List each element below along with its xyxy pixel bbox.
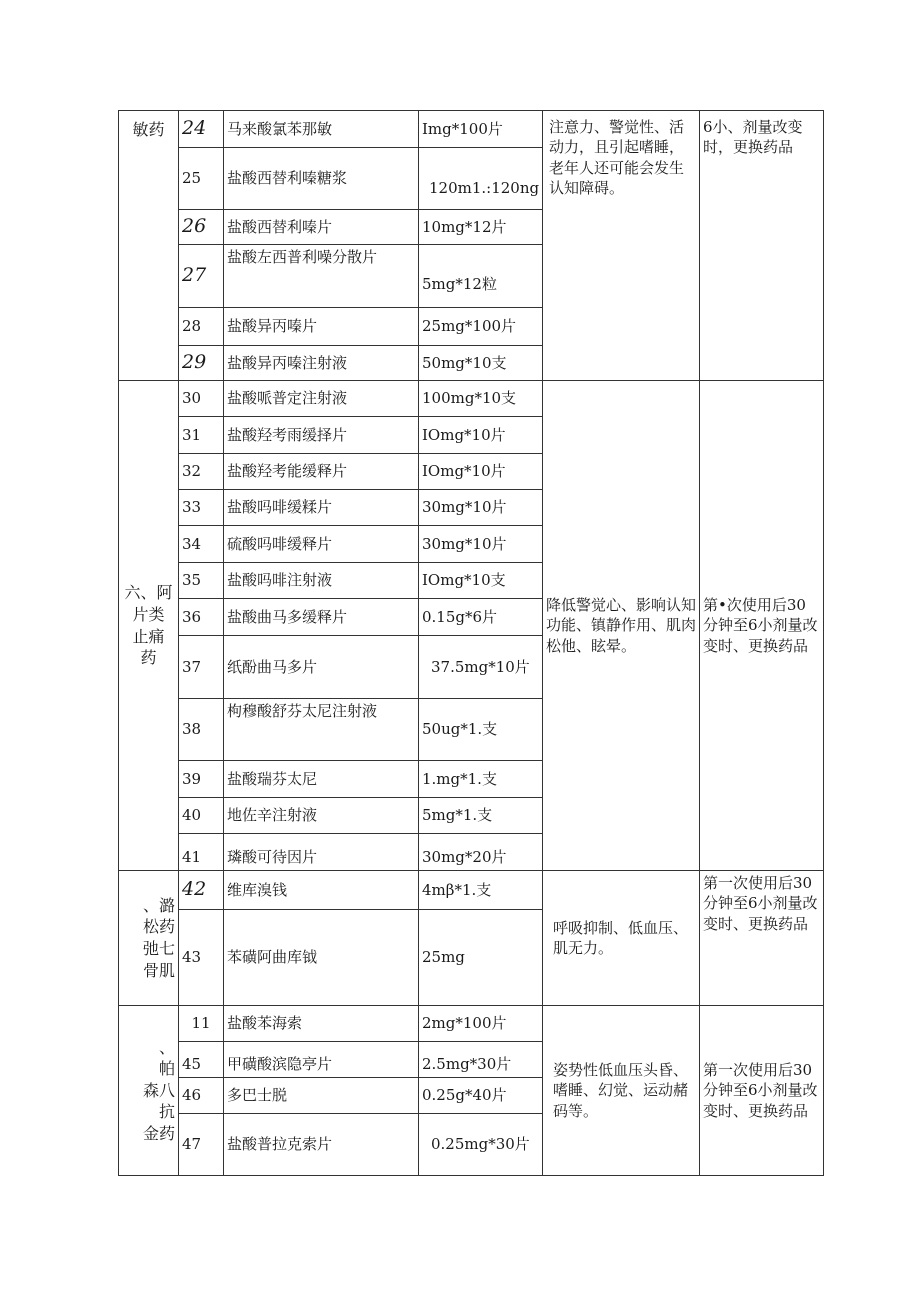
drug-spec: 0.25mg*30片 <box>419 1114 543 1176</box>
drug-name: 苯磺阿曲库钺 <box>224 910 419 1006</box>
drug-spec: 100mg*10支 <box>419 381 543 417</box>
drug-name: 盐酸西替利嗪糖浆 <box>224 148 419 210</box>
drug-spec: 2mg*100片 <box>419 1006 543 1042</box>
drug-spec: IOmg*10支 <box>419 563 543 599</box>
drug-name: 盐酸吗啡缓糅片 <box>224 490 419 526</box>
row-number: 36 <box>179 599 224 636</box>
drug-spec: Img*100片 <box>419 111 543 148</box>
category-label: 六、阿 <box>124 583 173 603</box>
side-effect-cell: 注意力、警觉性、活动力，且引起嗜睡，老年人还可能会发生认知障碍。 <box>543 111 700 381</box>
drug-spec: 10mg*12片 <box>419 210 543 245</box>
drug-spec: 0.15g*6片 <box>419 599 543 636</box>
drug-spec: 30mg*10片 <box>419 526 543 563</box>
drug-name: 盐酸西替利嗪片 <box>224 210 419 245</box>
row-number: 24 <box>179 111 224 148</box>
drug-spec: 0.25g*40片 <box>419 1078 543 1114</box>
category-label: 弛七 <box>142 939 175 958</box>
drug-name: 地佐辛注射液 <box>224 798 419 834</box>
row-number: 29 <box>179 346 224 381</box>
note-cell: 第•次使用后30分钟至6小剂量改变时、更换药品 <box>700 381 824 871</box>
category-label: 、 <box>158 1037 175 1057</box>
drug-spec: 30mg*20片 <box>419 834 543 871</box>
drug-name: 盐酸吗啡注射液 <box>224 563 419 599</box>
table-row <box>119 111 824 148</box>
category-cell <box>119 381 179 871</box>
drug-name: 盐酸左西普利噪分散片 <box>224 245 419 308</box>
drug-name: 盐酸羟考能缓释片 <box>224 454 419 490</box>
row-number: 11 <box>179 1006 224 1042</box>
drug-name: 盐酸普拉克索片 <box>224 1114 419 1176</box>
side-effect-cell: 呼吸抑制、低血压、肌无力。 <box>543 871 700 1006</box>
category-cell <box>119 871 179 1006</box>
drug-spec: 120m1.:120ng <box>419 148 543 210</box>
row-number: 42 <box>179 871 224 910</box>
note-cell: 第一次使用后30分钟至6小剂量改变时、更换药品 <box>700 1006 824 1176</box>
row-number: 34 <box>179 526 224 563</box>
drug-spec: 37.5mg*10片 <box>419 636 543 699</box>
category-label: 骨肌 <box>142 960 175 980</box>
category-label: 敏药 <box>132 120 165 139</box>
row-number: 26 <box>179 210 224 245</box>
drug-name: 盐酸羟考雨缓择片 <box>224 417 419 454</box>
drug-name: 枸穆酸舒芬太尼注射液 <box>224 699 419 761</box>
row-number: 33 <box>179 490 224 526</box>
category-label: 金药 <box>142 1123 175 1143</box>
drug-table <box>118 110 824 1176</box>
drug-spec: 25mg <box>419 910 543 1006</box>
drug-name: 盐酸异丙嗪注射液 <box>224 346 419 381</box>
table-row <box>119 381 824 417</box>
note-cell: 第一次使用后30分钟至6小剂量改变时、更换药品 <box>700 871 824 1006</box>
row-number: 25 <box>179 148 224 210</box>
category-label: 片类 <box>132 604 165 624</box>
drug-spec: 5mg*1.支 <box>419 798 543 834</box>
drug-spec: 50mg*10支 <box>419 346 543 381</box>
row-number: 32 <box>179 454 224 490</box>
drug-name: 盐酸哌普定注射液 <box>224 381 419 417</box>
row-number: 30 <box>179 381 224 417</box>
row-number: 28 <box>179 308 224 346</box>
category-label: 抗 <box>158 1102 175 1122</box>
drug-name: 硫酸吗啡缓释片 <box>224 526 419 563</box>
category-cell <box>119 1006 179 1176</box>
drug-name: 盐酸苯海索 <box>224 1006 419 1042</box>
category-label: 森八 <box>142 1080 175 1100</box>
category-label: 帕 <box>158 1059 175 1079</box>
drug-spec: 5mg*12粒 <box>419 245 543 308</box>
category-cell <box>119 111 179 381</box>
row-number: 38 <box>179 699 224 761</box>
note-cell: 6小、剂量改变时，更换药品 <box>700 111 824 381</box>
row-number: 45 <box>179 1042 224 1078</box>
category-label: 药 <box>140 648 157 668</box>
row-number: 35 <box>179 563 224 599</box>
drug-name: 维库溴钱 <box>224 871 419 910</box>
category-label: 止痛 <box>132 626 165 646</box>
row-number: 43 <box>179 910 224 1006</box>
drug-spec: IOmg*10片 <box>419 454 543 490</box>
drug-name: 多巴士脱 <box>224 1078 419 1114</box>
drug-name: 纸酚曲马多片 <box>224 636 419 699</box>
table-row <box>119 871 824 910</box>
drug-spec: IOmg*10片 <box>419 417 543 454</box>
row-number: 41 <box>179 834 224 871</box>
row-number: 27 <box>179 245 224 308</box>
category-label: 松药 <box>142 917 175 937</box>
drug-name: 盐酸异丙嗪片 <box>224 308 419 346</box>
drug-spec: 30mg*10片 <box>419 490 543 526</box>
drug-name: 盐酸瑞芬太尼 <box>224 761 419 798</box>
row-number: 46 <box>179 1078 224 1114</box>
row-number: 39 <box>179 761 224 798</box>
drug-spec: 50ug*1.支 <box>419 699 543 761</box>
side-effect-cell: 降低警觉心、影响认知功能、镇静作用、肌肉松他、眩晕。 <box>543 381 700 871</box>
drug-name: 璘酸可待因片 <box>224 834 419 871</box>
drug-spec: 25mg*100片 <box>419 308 543 346</box>
category-label: 、潞 <box>142 895 175 915</box>
drug-name: 甲磺酸滨隐亭片 <box>224 1042 419 1078</box>
drug-spec: 2.5mg*30片 <box>419 1042 543 1078</box>
row-number: 37 <box>179 636 224 699</box>
drug-spec: 4mβ*1.支 <box>419 871 543 910</box>
drug-spec: 1.mg*1.支 <box>419 761 543 798</box>
row-number: 47 <box>179 1114 224 1176</box>
row-number: 31 <box>179 417 224 454</box>
drug-name: 盐酸曲马多缓释片 <box>224 599 419 636</box>
table-row <box>119 1006 824 1042</box>
side-effect-cell: 姿势性低血压头昏、嗜睡、幻觉、运动赭码等。 <box>543 1006 700 1176</box>
row-number: 40 <box>179 798 224 834</box>
drug-name: 马来酸氯苯那敏 <box>224 111 419 148</box>
